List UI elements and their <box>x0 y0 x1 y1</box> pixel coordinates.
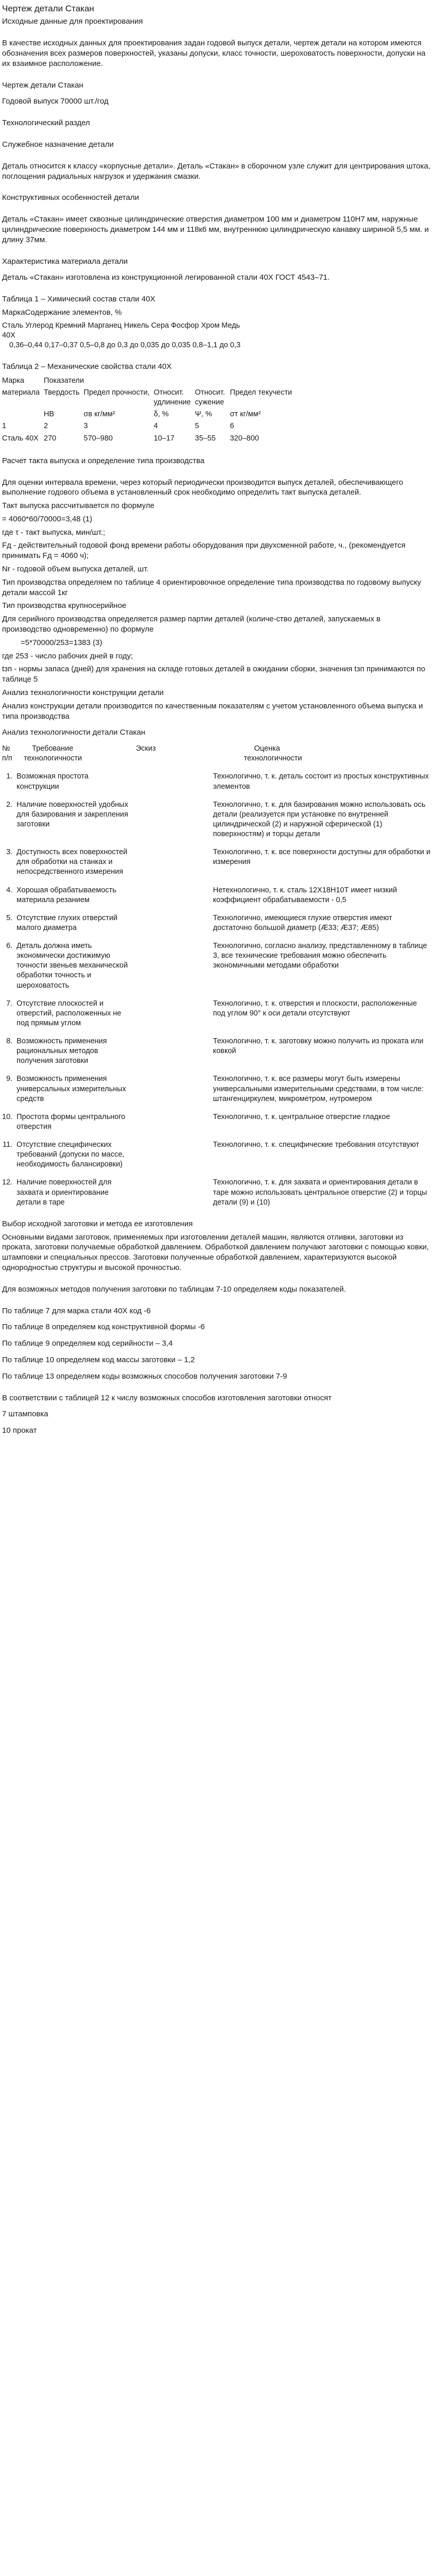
table1-value: 0,36–0,44 <box>9 341 43 350</box>
row-evaluation: Технологично, т. к. деталь состоит из простых конструктивных элементов <box>213 772 429 791</box>
table2-num: 5 <box>195 422 199 431</box>
blank-text: Основными видами заготовок, применяемых при изготовлении деталей машин, являются отливки, заготовки из проката, заготовки получаемые обработкой давлением. Обработкой давлением получают заготовки с помощью ковки, штамповки и специальных прессов. Заготовки полученные обработкой давлением, характеризуются высокой однородностью структуры и высокой прочностью. <box>2 1232 429 1273</box>
row-number: 12. <box>2 1178 13 1187</box>
row-evaluation: Технологично, т. к. для захвата и ориентирования детали в таре можно использовать центральное отверстие (2) и торцы детали (9) и (10) <box>213 1178 427 1207</box>
list-item: По таблице 13 определяем коды возможных способов получения заготовки 7-9 <box>2 1371 287 1381</box>
table-row <box>2 375 296 387</box>
row-requirement: Наличие поверхностей удобных для базирования и закрепления заготовки <box>16 800 128 828</box>
table2-cell: 320–800 <box>230 434 259 443</box>
row-evaluation: Технологично, т. к. специфические требования отсутствуют <box>213 1141 420 1149</box>
formula-batch: =5*70000/253=1383 (3) <box>21 638 102 647</box>
table2-cell: 10–17 <box>153 434 175 443</box>
table2-cell: 270 <box>44 434 57 443</box>
row-sketch <box>136 1028 213 1066</box>
table2-num: 2 <box>44 422 48 431</box>
material-text: Деталь «Стакан» изготовлена из конструкционной легированной стали 40Х ГОСТ 4543–71. <box>2 273 330 282</box>
table2-num: 6 <box>230 422 234 431</box>
table1-caption: Таблица 1 – Химический состав стали 40Х <box>2 295 155 304</box>
table-row <box>2 933 431 991</box>
row-requirement: Наличие поверхностей для захвата и ориентирование детали в таре <box>16 1178 112 1207</box>
row-number: 4. <box>6 886 13 894</box>
table-row <box>2 1170 431 1207</box>
table-row <box>2 839 431 877</box>
methods-intro: В соответствии с таблицей 12 к числу возможных способов изготовления заготовки относят <box>2 1393 332 1402</box>
table2-col: Предел текучести <box>230 388 292 397</box>
table-row <box>2 321 242 331</box>
row-number: 6. <box>6 942 13 951</box>
row-requirement: Отсутствие плоскостей и отверстий, расположенных не под прямым углом <box>16 999 121 1027</box>
material-heading: Характеристика материала детали <box>2 257 128 266</box>
row-sketch <box>136 933 213 991</box>
calc-paragraph: Nr - годовой объем выпуска деталей, шт. <box>2 565 149 574</box>
row-sketch <box>136 1066 213 1104</box>
row-number: 11. <box>3 1141 13 1149</box>
col-requirement: Требование <box>32 744 74 753</box>
table-row <box>2 433 296 445</box>
table1-value: до 0,3 <box>107 341 128 350</box>
row-sketch <box>136 991 213 1028</box>
table-header-row <box>2 754 431 764</box>
col-num: № <box>2 744 10 753</box>
section-subtitle: Исходные данные для проектирования <box>2 17 143 26</box>
row-requirement: Отсутствие специфических требований (допуски по массе, необходимость балансировки) <box>16 1141 125 1169</box>
row-sketch <box>136 1132 213 1170</box>
row-evaluation: Технологично, т. к. заготовку можно получить из проката или ковкой <box>213 1037 424 1056</box>
table-row <box>2 387 296 409</box>
row-requirement: Возможная простота конструкции <box>16 772 89 791</box>
table2-col: материала <box>2 388 40 397</box>
table2-num: 3 <box>83 422 88 431</box>
calc-paragraph: Тип производства определяем по таблице 4 ориентировочное определение типа производства по годовому выпуску детали массой 1кг <box>2 578 422 597</box>
document-title: Чертеж детали Стакан <box>2 4 94 13</box>
blank-codes-intro: Для возможных методов получения заготовки по таблицам 7-10 определяем коды показателей. <box>2 1284 346 1294</box>
row-evaluation: Технологично, имеющиеся глухие отверстия имеют достаточно большой диаметр (Æ33; Æ37; Æ85) <box>213 913 392 932</box>
table-header-row <box>2 744 431 754</box>
row-sketch <box>136 1104 213 1132</box>
row-requirement: Отсутствие глухих отверстий малого диаметра <box>16 913 118 932</box>
analysis-text: Анализ конструкции детали производится по качественным показателям с учетом установленного объема выпуска и типа производства <box>2 701 423 721</box>
table1-value: 0,8–1,1 <box>193 341 218 350</box>
list-item: По таблице 7 для марка стали 40Х код -6 <box>2 1306 151 1315</box>
service-text: Деталь относится к классу «корпусные детали». Деталь «Стакан» в сборочном узле служит для центрирования штока, поглощения радиальных нагрузок и удержания смазки. <box>2 161 431 181</box>
table1-value: до 0,035 <box>130 341 160 350</box>
row-evaluation: Технологично, т. к. все размеры могут быть измерены универсальными измерительными средствами, в том числе: штангенциркулем, микрометром, нутромером <box>213 1075 424 1103</box>
table-row <box>2 1132 431 1170</box>
design-text: Деталь «Стакан» имеет сквозные цилиндрические отверстия диаметром 100 мм и диаметром 110Н7 мм, наружные цилиндрические поверхность диаметром 144 мм и 118к6 мм, внутреннюю цилиндрическую канавку шириной 5,5 мм. и длину 37мм. <box>2 215 429 244</box>
table1-col: Хром <box>201 321 220 330</box>
row-requirement: Деталь должна иметь экономически достижимую точности звеньев механической обработки точность и шероховатость <box>16 942 128 990</box>
calc-heading: Расчет такта выпуска и определение типа производства <box>2 456 205 465</box>
table2-num: 1 <box>2 422 7 431</box>
table-row <box>2 420 296 432</box>
table-row <box>2 341 242 350</box>
table-row <box>2 792 431 840</box>
row-evaluation: Технологично, т. к. для базирования можно использовать ось детали (реализуется при установке по внутренней цилиндрической (2) и наружной сферической (1) поверхностям) и торцы детали <box>213 800 426 839</box>
table2-unit: Ψ, % <box>195 410 212 419</box>
intro-paragraph: В качестве исходных данных для проектирования задан годовой выпуск детали, чертеж детали на котором имеются обозначения всех размеров поверхностей, указаны допуски, класс точности, шероховатость поверхности, допуски на их взаимное расположение. <box>2 39 426 68</box>
table-row <box>2 991 431 1028</box>
calc-paragraph: Для оценки интервала времени, через который периодически производится выпуск деталей, обеспечивающего выполнение годового объема в установленный срок необходимо определить такт выпуска деталей. <box>2 478 404 497</box>
table1-grade: 40Х <box>2 331 15 340</box>
table-row <box>2 1104 431 1132</box>
row-requirement: Доступность всех поверхностей для обработки на станках и непосредственного измерения <box>16 848 128 876</box>
table-row <box>2 409 296 420</box>
row-number: 3. <box>6 848 13 857</box>
table2-num: 4 <box>153 422 158 431</box>
list-item: 10 прокат <box>2 1426 37 1435</box>
calc-paragraph: Fд - действительный годовой фонд времени работы оборудования при двухсменной работе, ч., (рекомендуется принимать Fд = 4060 ч); <box>2 541 406 561</box>
calc-paragraph: где τ - такт выпуска, мин/шт.; <box>2 528 106 537</box>
chemical-composition-table <box>2 321 242 350</box>
calc-paragraph: Тип производства крупносерийное <box>2 601 127 611</box>
row-sketch <box>136 839 213 877</box>
table1-value: до 0,3 <box>219 341 241 350</box>
table-row <box>2 1028 431 1066</box>
table2-block <box>2 362 431 445</box>
row-sketch <box>136 877 213 905</box>
col-requirement-sub: технологичности <box>24 754 82 763</box>
formula-takt: = 4060*60/70000=3,48 (1) <box>2 514 93 523</box>
table2-head: Марка <box>2 376 25 385</box>
row-requirement: Возможность применения рациональных методов получения заготовки <box>16 1037 107 1065</box>
table1-head-content: Содержание элементов, % <box>25 308 122 317</box>
table2-unit: σт кг/мм² <box>230 410 261 419</box>
blank-heading: Выбор исходной заготовки и метода ее изготовления <box>2 1219 193 1228</box>
row-evaluation: Технологично, т. к. центральное отверстие гладкое <box>213 1112 390 1121</box>
list-item: 7 штамповка <box>2 1410 48 1419</box>
tech-section-heading: Технологический раздел <box>2 118 90 128</box>
row-evaluation: Технологично, т. к. отверстия и плоскости, расположенные под углом 90° к оси детали отсутствуют <box>213 999 417 1018</box>
row-number: 10. <box>2 1112 13 1121</box>
col-evaluation-sub: технологичности <box>243 754 302 763</box>
analysis-heading: Анализ технологичности конструкции детали <box>2 688 164 698</box>
col-evaluation: Оценка <box>254 744 280 753</box>
row-number: 5. <box>6 913 13 922</box>
row-evaluation: Технологично, согласно анализу, представленному в таблице 3, все технические требования можно обеспечить экономичными методами обработки <box>213 942 427 970</box>
row-number: 9. <box>6 1075 13 1083</box>
row-sketch <box>136 905 213 933</box>
row-evaluation: Нетехнологично, т. к. сталь 12Х18Н10Т имеет низкий коэффициент обрабатываемости - 0,5 <box>213 886 397 904</box>
table2-cell: 35–55 <box>195 434 216 443</box>
table2-col: Твердость <box>44 388 80 397</box>
table2-col: Предел прочности, <box>83 388 150 397</box>
table-row <box>2 331 242 341</box>
table1-value: 0,17–0,37 <box>44 341 78 350</box>
drawing-caption: Чертеж детали Стакан <box>2 80 83 90</box>
table1-col: Медь <box>221 321 240 330</box>
row-sketch <box>136 792 213 840</box>
manufacturability-table <box>2 744 431 1208</box>
table1-value: 0,5–0,8 <box>80 341 105 350</box>
table1-col: Сера <box>151 321 169 330</box>
analysis-table-title: Анализ технологичности детали Стакан <box>2 728 146 737</box>
row-evaluation: Технологично, т. к. все поверхности доступны для обработки и измерения <box>213 848 431 867</box>
codes-list <box>2 1306 431 1382</box>
table1-head-grade: Марка <box>2 308 25 317</box>
row-number: 2. <box>6 800 13 809</box>
design-heading: Конструктивных особенностей детали <box>2 193 139 202</box>
mechanical-properties-table <box>2 375 296 445</box>
table-row <box>2 1066 431 1104</box>
table1-col: Углерод <box>25 321 54 330</box>
table2-unit: НВ <box>44 410 55 419</box>
table2-unit: δ, % <box>153 410 169 419</box>
list-item: По таблице 8 определяем код конструктивной формы -6 <box>2 1323 205 1332</box>
table2-head: Показатели <box>44 376 84 385</box>
row-number: 1. <box>6 772 13 781</box>
table2-col: Относит. удлинение <box>153 388 191 407</box>
table2-caption: Таблица 2 – Механические свойства стали 40Х <box>2 362 172 371</box>
table1-value: до 0,035 <box>161 341 190 350</box>
row-number: 8. <box>6 1037 13 1046</box>
table1-block <box>2 294 431 350</box>
table2-col: Относит. сужение <box>195 388 225 407</box>
calc-paragraph: Для серийного производства определяется размер партии деталей (количе-ство деталей, запускаемых в производство одновременно) по формуле <box>2 615 381 634</box>
row-requirement: Хорошая обрабатываемость материала резанием <box>16 886 116 904</box>
service-heading: Служебное назначение детали <box>2 140 114 149</box>
table2-cell: Сталь 40Х <box>2 434 39 443</box>
row-requirement: Простота формы центрального отверстия <box>16 1112 126 1131</box>
table2-cell: 570–980 <box>83 434 113 443</box>
row-number: 7. <box>6 999 13 1008</box>
row-requirement: Возможность применения универсальных измерительных средств <box>16 1075 126 1103</box>
table-row <box>2 764 431 791</box>
table1-col: Кремний <box>55 321 86 330</box>
table1-col: Марганец <box>88 321 122 330</box>
table1-col: Сталь <box>2 321 24 330</box>
list-item: По таблице 10 определяем код массы заготовки – 1,2 <box>2 1355 195 1365</box>
calc-paragraph: Такт выпуска рассчитывается по формуле <box>2 501 154 511</box>
calc-paragraph: где 253 - число рабочих дней в году; <box>2 651 133 660</box>
col-sketch: Эскиз <box>135 744 156 753</box>
table1-col: Никель <box>124 321 149 330</box>
annual-output: Годовой выпуск 70000 шт./год <box>2 97 109 106</box>
calc-paragraph: tзп - нормы запаса (дней) для хранения на складе готовых деталей в ожидании сборки, значения tзп принимаются по таблице 5 <box>2 665 425 684</box>
table1-col: Фосфор <box>171 321 199 330</box>
list-item: По таблице 9 определяем код серийности – 3,4 <box>2 1339 173 1348</box>
col-num-sub: п/п <box>2 754 12 763</box>
table-row <box>2 905 431 933</box>
row-sketch <box>136 764 213 791</box>
table-row <box>2 877 431 905</box>
row-sketch <box>136 1170 213 1207</box>
table2-unit: σв кг/мм² <box>83 410 115 419</box>
